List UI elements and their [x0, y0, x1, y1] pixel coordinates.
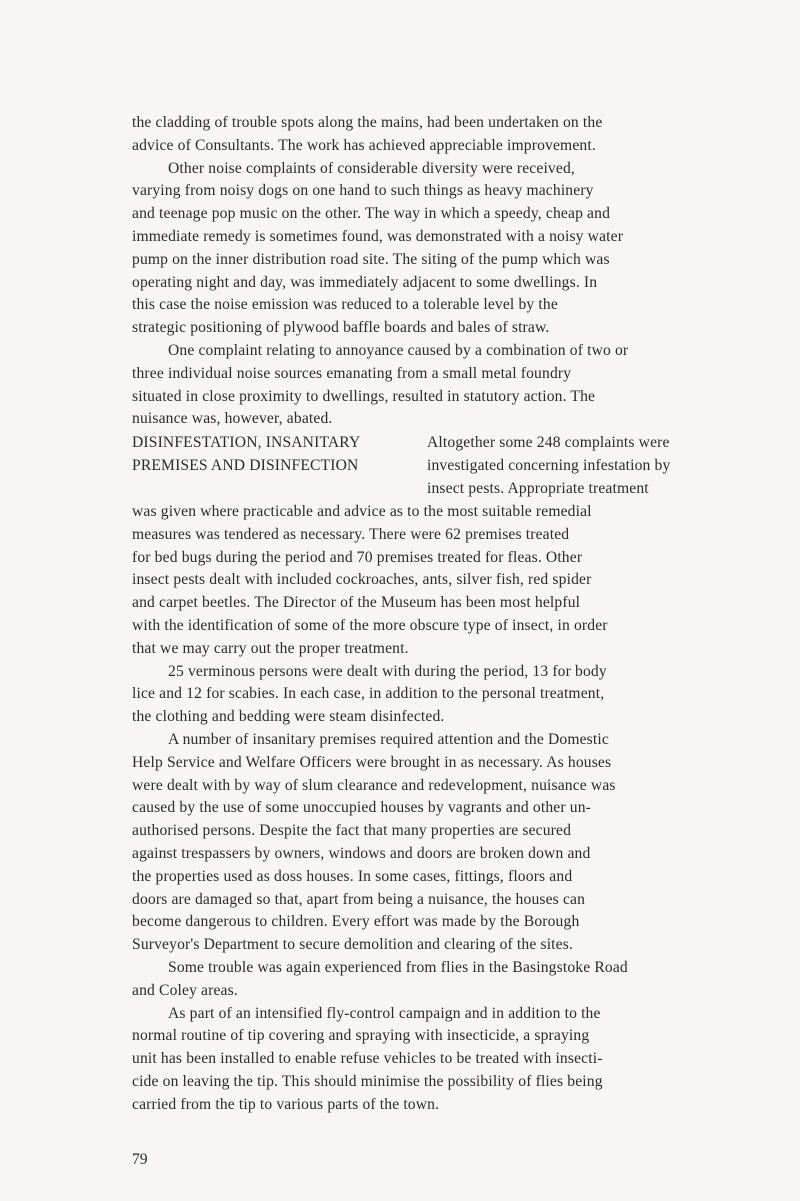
body-line: and carpet beetles. The Director of the Museum has been most helpful	[132, 594, 581, 612]
body-line: measures was tendered as necessary. There were 62 premises treated	[132, 525, 570, 543]
section-opening-paragraph	[427, 432, 767, 500]
intro-line: operating night and day, was immediately adjacent to some dwellings. In	[132, 273, 598, 291]
intro-line: immediate remedy is sometimes found, was demonstrated with a noisy water	[132, 227, 624, 245]
intro-line: and teenage pop music on the other. The way in which a speedy, cheap and	[132, 205, 611, 223]
body-line: against trespassers by owners, windows and doors are broken down and	[132, 844, 591, 862]
intro-line: Other noise complaints of considerable diversity were received,	[168, 159, 575, 177]
body-line: normal routine of tip covering and spraying with insecticide, a spraying	[132, 1027, 590, 1045]
body-line: that we may carry out the proper treatment.	[132, 639, 409, 657]
body-line: 25 verminous persons were dealt with during the period, 13 for body	[168, 662, 607, 680]
body-line: with the identification of some of the more obscure type of insect, in order	[132, 616, 608, 634]
intro-line: One complaint relating to annoyance caused by a combination of two or	[168, 341, 629, 359]
page-number: 79	[132, 1151, 148, 1168]
noise-complaints-section	[132, 112, 768, 431]
body-line: for bed bugs during the period and 70 premises treated for fleas. Other	[132, 548, 583, 566]
body-line: As part of an intensified fly-control campaign and in addition to the	[168, 1004, 601, 1022]
intro-line: situated in close proximity to dwellings, resulted in statutory action. The	[132, 387, 596, 405]
body-line: Help Service and Welfare Officers were brought in as necessary. As houses	[132, 753, 612, 771]
section-heading	[132, 432, 412, 478]
intro-line: this case the noise emission was reduced to a tolerable level by the	[132, 296, 558, 314]
body-line: was given where practicable and advice as to the most suitable remedial	[132, 503, 592, 520]
body-line: authorised persons. Despite the fact that many properties are secured	[132, 822, 572, 840]
intro-line: nuisance was, however, abated.	[132, 410, 333, 428]
body-line: carried from the tip to various parts of the town.	[132, 1095, 440, 1113]
intro-line: pump on the inner distribution road site. The siting of the pump which was	[132, 250, 610, 268]
intro-line: strategic positioning of plywood baffle boards and bales of straw.	[132, 319, 550, 337]
intro-line: three individual noise sources emanating from a small metal foundry	[132, 364, 572, 382]
intro-line: varying from noisy dogs on one hand to such things as heavy machinery	[132, 182, 594, 200]
disinfestation-section-body	[132, 501, 768, 1117]
body-line: caused by the use of some unoccupied houses by vagrants and other un-	[132, 799, 591, 817]
section-heading-line: DISINFESTATION, INSANITARY	[132, 434, 361, 451]
body-line: unit has been installed to enable refuse vehicles to be treated with insecti-	[132, 1050, 603, 1068]
body-line: the properties used as doss houses. In some cases, fittings, floors and	[132, 867, 573, 885]
body-line: Some trouble was again experienced from flies in the Basingstoke Road	[168, 958, 628, 976]
side-line: investigated concerning infestation by	[427, 456, 671, 474]
body-line: become dangerous to children. Every effort was made by the Borough	[132, 913, 580, 931]
intro-line: the cladding of trouble spots along the mains, had been undertaken on the	[132, 114, 603, 131]
body-line: Surveyor's Department to secure demolition and clearing of the sites.	[132, 936, 573, 954]
body-line: insect pests dealt with included cockroaches, ants, silver fish, red spider	[132, 571, 592, 589]
section-heading-line: PREMISES AND DISINFECTION	[132, 456, 359, 474]
body-line: doors are damaged so that, apart from being a nuisance, the houses can	[132, 890, 586, 908]
body-line: and Coley areas.	[132, 981, 238, 999]
body-line: cide on leaving the tip. This should minimise the possibility of flies being	[132, 1072, 603, 1090]
body-line: were dealt with by way of slum clearance and redevelopment, nuisance was	[132, 776, 616, 794]
intro-line: advice of Consultants. The work has achieved appreciable improvement.	[132, 136, 596, 154]
body-line: A number of insanitary premises required attention and the Domestic	[168, 730, 609, 748]
body-line: the clothing and bedding were steam disinfected.	[132, 708, 445, 726]
side-line: Altogether some 248 complaints were	[427, 434, 670, 451]
side-line: insect pests. Appropriate treatment	[427, 479, 649, 497]
body-line: lice and 12 for scabies. In each case, in addition to the personal treatment,	[132, 685, 605, 703]
